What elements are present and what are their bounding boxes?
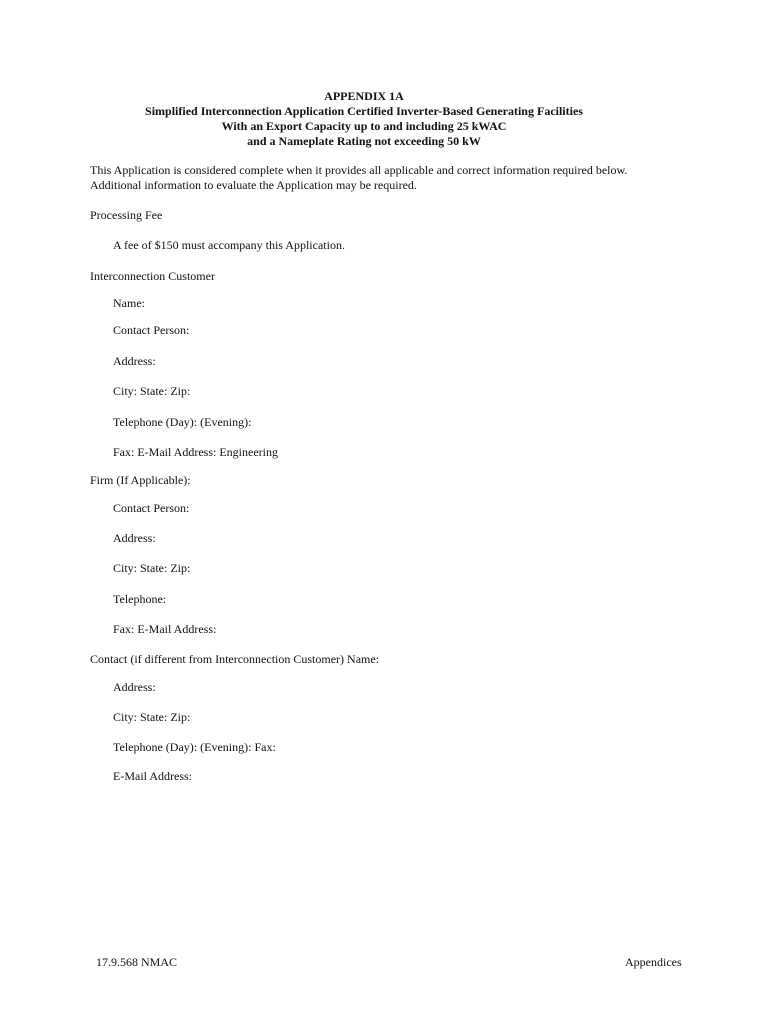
appendix-title: APPENDIX 1A xyxy=(324,89,404,103)
intro-line-1: This Application is considered complete when it provides all applicable and correct information required below. xyxy=(90,163,628,177)
footer-section-name: Appendices xyxy=(625,955,682,969)
contact-city-state-zip-field: City: State: Zip: xyxy=(113,710,191,724)
contact-email-field: E-Mail Address: xyxy=(113,769,192,783)
processing-fee-heading: Processing Fee xyxy=(90,208,163,222)
intro-line-2: Additional information to evaluate the Application may be required. xyxy=(90,178,417,192)
firm-city-state-zip-field: City: State: Zip: xyxy=(113,561,191,575)
interconnection-customer-heading: Interconnection Customer xyxy=(90,269,215,283)
firm-contact-person-field: Contact Person: xyxy=(113,501,190,515)
contact-telephone-fax-field: Telephone (Day): (Evening): Fax: xyxy=(113,740,276,754)
firm-heading: Firm (If Applicable): xyxy=(90,473,191,487)
footer-regulation-code: 17.9.568 NMAC xyxy=(96,955,178,969)
firm-address-field: Address: xyxy=(113,531,156,545)
firm-fax-email-field: Fax: E-Mail Address: xyxy=(113,622,217,636)
processing-fee-text: A fee of $150 must accompany this Application. xyxy=(113,238,345,252)
nameplate-rating-subtitle: and a Nameplate Rating not exceeding 50 kW xyxy=(247,134,481,148)
export-capacity-subtitle: With an Export Capacity up to and including 25 kWAC xyxy=(221,119,507,133)
customer-city-state-zip-field: City: State: Zip: xyxy=(113,384,191,398)
customer-contact-person-field: Contact Person: xyxy=(113,323,190,337)
firm-telephone-field: Telephone: xyxy=(113,592,167,606)
application-title: Simplified Interconnection Application Certified Inverter-Based Generating Facilities xyxy=(145,104,583,118)
customer-address-field: Address: xyxy=(113,354,156,368)
customer-fax-email-field: Fax: E-Mail Address: Engineering xyxy=(113,445,278,459)
customer-name-field: Name: xyxy=(113,296,145,310)
customer-telephone-field: Telephone (Day): (Evening): xyxy=(113,415,252,429)
contact-address-field: Address: xyxy=(113,680,156,694)
contact-heading: Contact (if different from Interconnection Customer) Name: xyxy=(90,652,380,666)
document-header xyxy=(0,89,728,149)
